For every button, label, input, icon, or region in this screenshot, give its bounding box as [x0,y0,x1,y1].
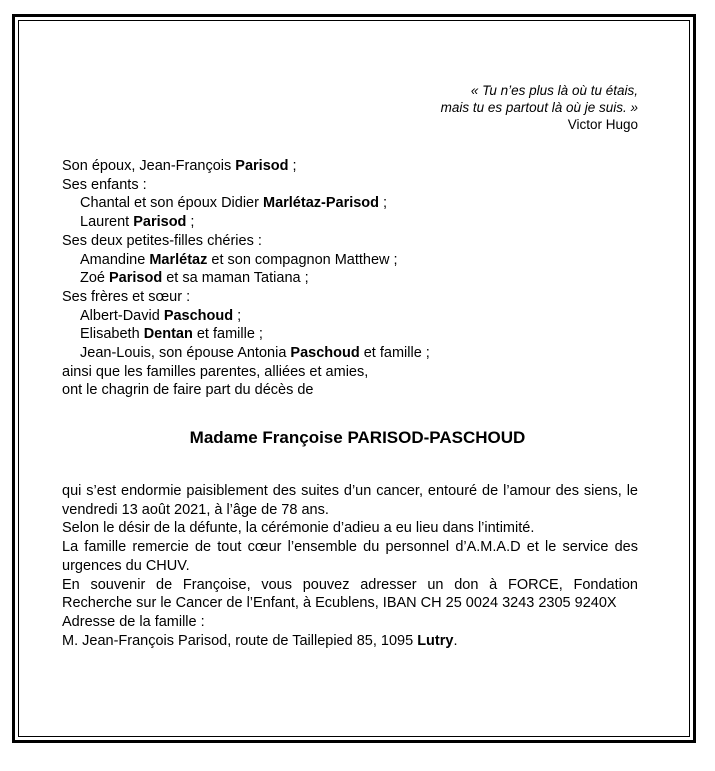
child-line-1 [62,194,652,213]
sib1-suffix: ; [233,307,242,324]
children-heading: Ses enfants : [62,176,147,193]
paragraph-donation: En souvenir de Françoise, vous pouvez adresser un don à FORCE, Fondation Recherche sur le Cancer de l’Enfant, à Ecublens, IBAN CH 25 0024 3243 2305 9240X [62,576,638,612]
family-list [62,157,652,400]
grandchild-line-1 [62,251,652,270]
quote-line-1: « Tu n’es plus là où tu étais, [470,83,638,98]
paragraph-ceremony: Selon le désir de la défunte, la cérémonie d’adieu a eu lieu dans l’intimité. [62,520,535,537]
address-text: M. Jean-François Parisod, route de Taillepied 85, 1095 [62,632,418,649]
closing-line-1: ainsi que les familles parentes, alliées et amies, [62,363,369,380]
quote-author: Victor Hugo [567,117,638,132]
sib3-surname: Paschoud [290,345,360,362]
address-town: Lutry [417,632,454,649]
epigraph-quote [441,82,638,133]
child2-suffix: ; [186,214,195,231]
child1-suffix: ; [379,195,388,212]
sib2-suffix: et famille ; [192,326,263,343]
gc1-suffix: et son compagnon Matthew ; [207,251,398,268]
sib2-surname: Dentan [143,326,193,343]
child1-surname: Marlétaz-Parisod [262,195,380,212]
sib3-text: Jean-Louis, son épouse Antonia [80,345,291,362]
spouse-suffix: ; [288,158,297,174]
sib1-text: Albert-David [80,307,164,324]
closing-line-2: ont le chagrin de faire part du décès de [62,382,314,399]
sib2-text: Elisabeth [80,326,144,343]
siblings-heading: Ses frères et sœur : [62,288,191,305]
sib3-suffix: et famille ; [359,345,430,362]
sibling-line-2 [62,325,652,344]
grandchild-line-2 [62,269,652,288]
gc2-surname: Parisod [109,270,163,287]
child2-text: Laurent [80,214,134,231]
sibling-line-1 [62,307,652,326]
grandchildren-heading: Ses deux petites-filles chéries : [62,232,262,249]
deceased-name: Madame Françoise PARISOD-PASCHOUD [189,428,526,447]
gc1-surname: Marlétaz [149,251,208,268]
spouse-surname: Parisod [235,158,289,174]
gc1-text: Amandine [80,251,150,268]
paragraph-passing: qui s’est endormie paisiblement des suites d’un cancer, entouré de l’amour des siens, le vendredi 13 août 2021, à l’âge de 78 ans. [62,483,638,518]
child1-text: Chantal et son époux Didier [80,195,263,212]
spouse-line [62,157,652,176]
address-suffix: . [453,632,458,649]
quote-line-2: mais tu es partout là où je suis. » [440,100,638,115]
gc2-text: Zoé [80,270,110,287]
child2-surname: Parisod [133,214,187,231]
address-line [62,632,638,651]
spouse-text: Son époux, Jean-François [62,158,236,174]
paragraph-thanks: La famille remercie de tout cœur l’ensemble du personnel d’A.M.A.D et le service des urgences du CHUV. [62,539,638,574]
sib1-surname: Paschoud [163,307,234,324]
gc2-suffix: et sa maman Tatiana ; [162,270,309,287]
sibling-line-3 [62,344,652,363]
announcement-body [62,482,638,650]
address-heading: Adresse de la famille : [62,613,205,630]
child-line-2 [62,213,652,232]
